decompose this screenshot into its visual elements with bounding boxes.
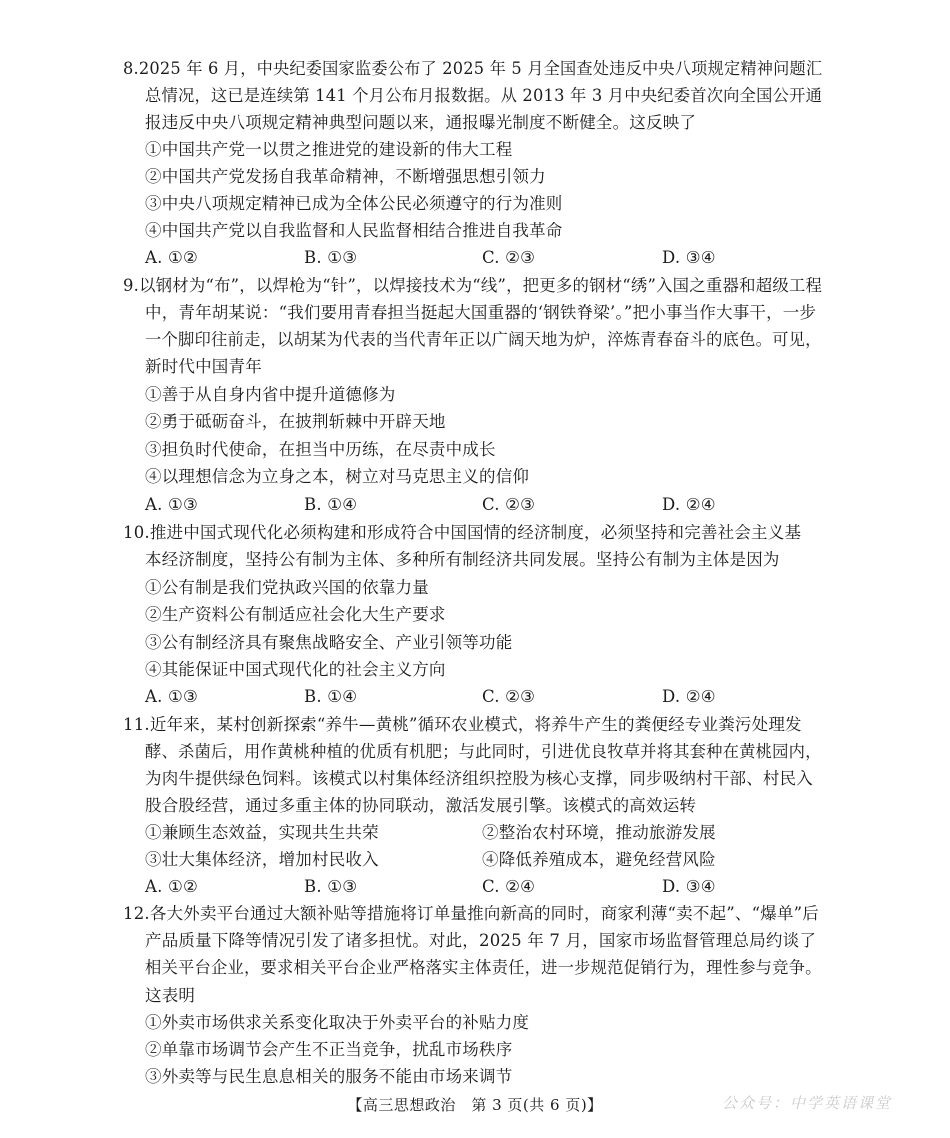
stem-line: 一个脚印往前走，以胡某为代表的当代青年正以广阔天地为炉，淬炼青春奋斗的底色。可见， bbox=[145, 330, 822, 349]
choice-b: B. ①③ bbox=[304, 877, 358, 896]
stem-line: 推进中国式现代化必须构建和形成符合中国国情的经济制度，必须坚持和完善社会主义基 bbox=[149, 523, 802, 542]
choice-c: C. ②④ bbox=[482, 877, 536, 896]
question-8-first-line bbox=[123, 58, 822, 80]
choice-b: B. ①③ bbox=[304, 248, 358, 267]
stem-line: 本经济制度，坚持公有制为主体、多种所有制经济共同发展。坚持公有制为主体是因为 bbox=[145, 550, 780, 569]
choice-a: A. ①② bbox=[145, 877, 198, 896]
question-number: 10. bbox=[123, 523, 150, 542]
option-line: ①公有制是我们党执政兴国的依靠力量 bbox=[145, 578, 429, 597]
option-line: ②生产资料公有制适应社会化大生产要求 bbox=[145, 605, 446, 624]
stem-line: 为肉牛提供绿色饲料。该模式以村集体经济组织控股为核心支撑，同步吸纳村干部、村民入 bbox=[145, 769, 813, 788]
option-line: ③中央八项规定精神已成为全体公民必须遵守的行为准则 bbox=[145, 194, 563, 213]
option-line: ①中国共产党一以贯之推进党的建设新的伟大工程 bbox=[145, 140, 513, 159]
stem-line: 报违反中央八项规定精神典型问题以来，通报曝光制度不断健全。这反映了 bbox=[145, 113, 697, 132]
choice-a: A. ①② bbox=[145, 248, 198, 267]
option-line: ②勇于砥砺奋斗，在披荆斩棘中开辟天地 bbox=[145, 412, 446, 431]
option-line: ②单靠市场调节会产生不正当竞争，扰乱市场秩序 bbox=[145, 1040, 513, 1059]
stem-line: 新时代中国青年 bbox=[145, 357, 262, 376]
question-number: 12. bbox=[123, 904, 150, 923]
question-12-first-line bbox=[123, 903, 819, 925]
watermark: 公众号：中学英语课堂 bbox=[722, 1094, 893, 1112]
stem-line: 以钢材为“布”，以焊枪为“针”，以焊接技术为“线”，把更多的钢材“绣”入国之重器和超级工程 bbox=[139, 276, 823, 295]
choice-b: B. ①④ bbox=[304, 495, 358, 514]
stem-line: 总情况，这已是连续第 141 个月公布月报数据。从 2013 年 3 月中央纪委首次向全国公开通 bbox=[145, 86, 823, 105]
choice-a: A. ①③ bbox=[145, 687, 198, 706]
question-number: 9. bbox=[123, 276, 140, 295]
page-footer: 【高三思想政治 第 3 页(共 6 页)】 bbox=[347, 1096, 603, 1114]
choice-d: D. ②④ bbox=[662, 687, 716, 706]
option-line: ③外卖等与民生息息相关的服务不能由市场来调节 bbox=[145, 1067, 513, 1086]
choice-d: D. ③④ bbox=[662, 877, 716, 896]
option-line: ③担负时代使命，在担当中历练，在尽责中成长 bbox=[145, 440, 496, 459]
choice-c: C. ②③ bbox=[482, 687, 536, 706]
option-line: ②中国共产党发扬自我革命精神，不断增强思想引领力 bbox=[145, 167, 546, 186]
question-11-first-line bbox=[123, 714, 802, 736]
option-line: ③壮大集体经济，增加村民收入 bbox=[145, 850, 379, 869]
choice-d: D. ③④ bbox=[662, 248, 716, 267]
option-line: ④其能保证中国式现代化的社会主义方向 bbox=[145, 660, 446, 679]
question-10-first-line bbox=[123, 522, 801, 544]
option-line: ③公有制经济具有聚焦战略安全、产业引领等功能 bbox=[145, 633, 513, 652]
stem-line: 这表明 bbox=[145, 986, 196, 1005]
choice-b: B. ①④ bbox=[304, 687, 358, 706]
question-number: 8. bbox=[123, 59, 139, 78]
choice-a: A. ①③ bbox=[145, 495, 198, 514]
option-line: ①外卖市场供求关系变化取决于外卖平台的补贴力度 bbox=[145, 1013, 530, 1032]
stem-line: 2025 年 6 月，中央纪委国家监委公布了 2025 年 5 月全国查处违反中央八项规定精神问题汇 bbox=[138, 59, 823, 78]
stem-line: 中，青年胡某说：“我们要用青春担当挺起大国重器的‘钢铁脊梁’。”把小事当作大事干，一步 bbox=[145, 303, 817, 322]
option-line: ④中国共产党以自我监督和人民监督相结合推进自我革命 bbox=[145, 221, 563, 240]
stem-line: 酵、杀菌后，用作黄桃种植的优质有机肥；与此同时，引进优良牧草并将其套种在黄桃园内， bbox=[145, 742, 822, 761]
stem-line: 各大外卖平台通过大额补贴等措施将订单量推向新高的同时，商家利薄“卖不起”、“爆单”后 bbox=[149, 904, 819, 923]
stem-line: 产品质量下降等情况引发了诸多担忧。对此，2025 年 7 月，国家市场监督管理总局约谈了 bbox=[145, 931, 817, 950]
option-line: ①善于从自身内省中提升道德修为 bbox=[145, 385, 396, 404]
option-line: ②整治农村环境，推动旅游发展 bbox=[482, 823, 716, 842]
question-number: 11. bbox=[123, 715, 150, 734]
choice-c: C. ②③ bbox=[482, 495, 536, 514]
stem-line: 股合股经营，通过多重主体的协同联动，激活发展引擎。该模式的高效运转 bbox=[145, 796, 697, 815]
question-9-first-line bbox=[123, 275, 822, 297]
stem-line: 近年来，某村创新探索“养牛—黄桃”循环农业模式，将养牛产生的粪便经专业粪污处理发 bbox=[149, 715, 802, 734]
choice-c: C. ②③ bbox=[482, 248, 536, 267]
option-line: ①兼顾生态效益，实现共生共荣 bbox=[145, 823, 379, 842]
stem-line: 相关平台企业，要求相关平台企业严格落实主体责任，进一步规范促销行为，理性参与竞争。 bbox=[145, 958, 822, 977]
option-line: ④降低养殖成本，避免经营风险 bbox=[482, 850, 716, 869]
option-line: ④以理想信念为立身之本，树立对马克思主义的信仰 bbox=[145, 467, 530, 486]
choice-d: D. ②④ bbox=[662, 495, 716, 514]
